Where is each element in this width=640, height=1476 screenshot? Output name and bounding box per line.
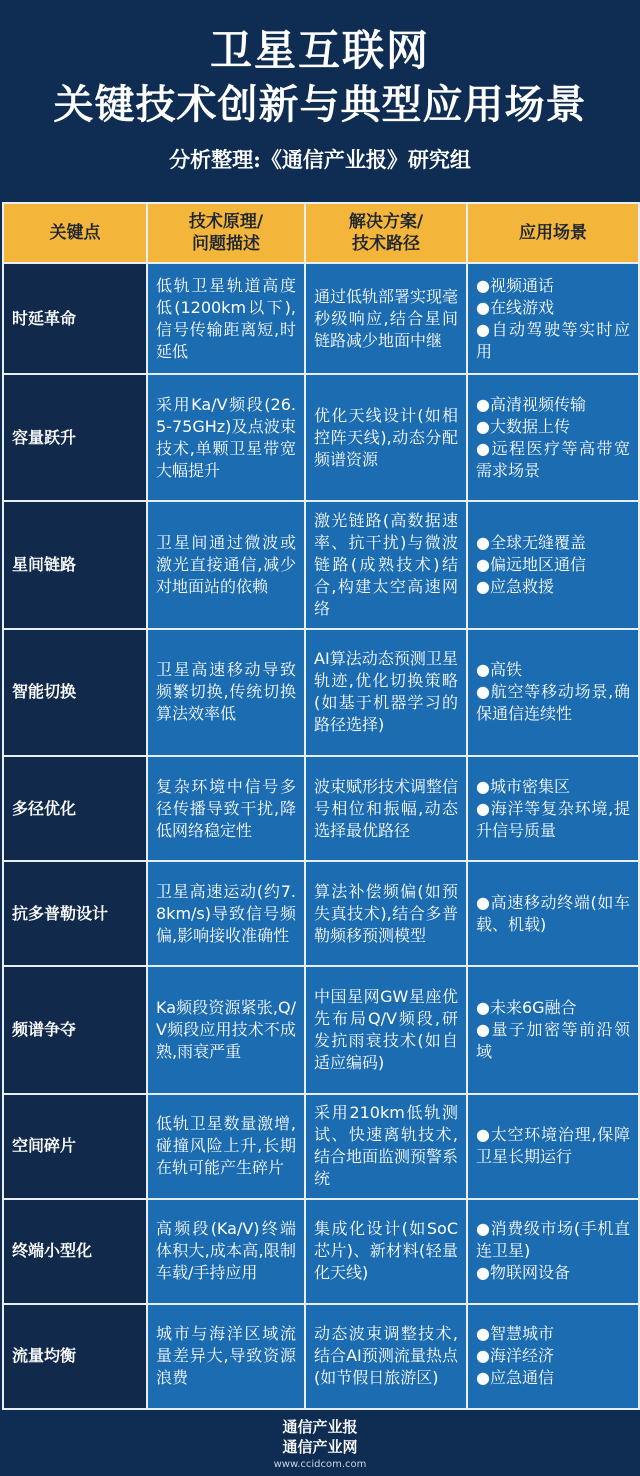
- application-item: ●全球无缝覆盖: [476, 533, 586, 553]
- table-row: [4, 630, 638, 755]
- solution-cell: AI算法动态预测卫星轨迹,优化切换策略(如基于机器学习的路径选择): [306, 630, 466, 755]
- principle-cell: 高频段(Ka/V)终端体积大,成本高,限制车载/手持应用: [148, 1200, 304, 1303]
- application-item: ●物联网设备: [476, 1263, 570, 1283]
- key-point-cell: 流量均衡: [4, 1305, 146, 1408]
- table-row: [4, 375, 638, 500]
- application-cell: [468, 862, 638, 965]
- key-point-cell: 空间碎片: [4, 1095, 146, 1198]
- solution-cell: 中国星网GW星座优先布局Q/V频段,研发抗雨衰技术(如自适应编码): [306, 967, 466, 1092]
- application-item: ●应急通信: [476, 1368, 554, 1388]
- table-row: [4, 1095, 638, 1198]
- solution-cell: 优化天线设计(如相控阵天线),动态分配频谱资源: [306, 375, 466, 500]
- header: [0, 0, 640, 200]
- principle-cell: 复杂环境中信号多径传播导致干扰,降低网络稳定性: [148, 757, 304, 860]
- key-point-cell: 智能切换: [4, 630, 146, 755]
- application-item: ●海洋经济: [476, 1346, 554, 1366]
- application-item: ●应急救援: [476, 577, 554, 597]
- key-point-cell: 终端小型化: [4, 1200, 146, 1303]
- column-header-application: 应用场景: [468, 204, 638, 262]
- principle-cell: 卫星高速运动(约7.8km/s)导致信号频偏,影响接收准确性: [148, 862, 304, 965]
- application-item: ●航空等移动场景,确保通信连续性: [476, 682, 630, 724]
- application-cell: [468, 1200, 638, 1303]
- application-item: ●海洋等复杂环境,提升信号质量: [476, 798, 630, 840]
- title-line-2: 关键技术创新与典型应用场景: [53, 82, 587, 128]
- application-item: ●城市密集区: [476, 776, 570, 796]
- application-item: ●偏远地区通信: [476, 555, 586, 575]
- table-row: [4, 1200, 638, 1303]
- application-item: ●未来6G融合: [476, 997, 577, 1017]
- application-cell: [468, 757, 638, 860]
- principle-cell: 城市与海洋区域流量差异大,导致资源浪费: [148, 1305, 304, 1408]
- key-point-cell: 容量跃升: [4, 375, 146, 500]
- key-point-cell: 抗多普勒设计: [4, 862, 146, 965]
- application-item: ●消费级市场(手机直连卫星): [476, 1219, 630, 1261]
- table-row: [4, 264, 638, 373]
- solution-cell: 通过低轨部署实现毫秒级响应,结合星间链路减少地面中继: [306, 264, 466, 373]
- principle-cell: Ka频段资源紧张,Q/V频段应用技术不成熟,雨衰严重: [148, 967, 304, 1092]
- application-item: ●在线游戏: [476, 297, 554, 317]
- table-row: [4, 862, 638, 965]
- header-row: [4, 204, 638, 262]
- principle-cell: 低轨卫星数量激增,碰撞风险上升,长期在轨可能产生碎片: [148, 1095, 304, 1198]
- application-cell: [468, 264, 638, 373]
- footer-url: www.ccidcom.com: [273, 1459, 367, 1470]
- column-header-key: 关键点: [4, 204, 146, 262]
- application-cell: [468, 1095, 638, 1198]
- application-item: ●太空环境治理,保障卫星长期运行: [476, 1125, 630, 1167]
- footer-brand-1: 通信产业报: [282, 1418, 358, 1436]
- footer-brand-2: 通信产业网: [282, 1438, 358, 1456]
- key-point-cell: 多径优化: [4, 757, 146, 860]
- solution-cell: 集成化设计(如SoC芯片)、新材料(轻量化天线): [306, 1200, 466, 1303]
- principle-cell: 卫星高速移动导致频繁切换,传统切换算法效率低: [148, 630, 304, 755]
- key-tech-table: [2, 202, 640, 1410]
- table-row: [4, 502, 638, 627]
- key-point-cell: 时延革命: [4, 264, 146, 373]
- application-cell: [468, 630, 638, 755]
- application-cell: [468, 967, 638, 1092]
- table-row: [4, 1305, 638, 1408]
- application-item: ●高速移动终端(如车载、机载): [476, 892, 630, 934]
- solution-cell: 激光链路(高数据速率、抗干扰)与微波链路(成熟技术)结合,构建太空高速网络: [306, 502, 466, 627]
- solution-cell: 算法补偿频偏(如预失真技术),结合多普勒频移预测模型: [306, 862, 466, 965]
- footer: [0, 1412, 640, 1476]
- application-item: ●自动驾驶等实时应用: [476, 319, 630, 361]
- title-line-1: 卫星互联网: [209, 26, 430, 75]
- table-body: [4, 264, 638, 1408]
- solution-cell: 波束赋形技术调整信号相位和振幅,动态选择最优路径: [306, 757, 466, 860]
- column-header-solution: 解决方案/ 技术路径: [306, 204, 466, 262]
- principle-cell: 采用Ka/V频段(26.5-75GHz)及点波束技术,单颗卫星带宽大幅提升: [148, 375, 304, 500]
- application-item: ●大数据上传: [476, 416, 570, 436]
- subtitle: 分析整理:《通信产业报》研究组: [169, 147, 471, 172]
- table-row: [4, 757, 638, 860]
- application-item: ●高清视频传输: [476, 394, 586, 414]
- table-row: [4, 967, 638, 1092]
- application-cell: [468, 1305, 638, 1408]
- column-header-principle: 技术原理/ 问题描述: [148, 204, 304, 262]
- application-item: ●远程医疗等高带宽需求场景: [476, 438, 630, 480]
- application-cell: [468, 502, 638, 627]
- application-item: ●量子加密等前沿领域: [476, 1019, 630, 1061]
- solution-cell: 动态波束调整技术,结合AI预测流量热点(如节假日旅游区): [306, 1305, 466, 1408]
- key-point-cell: 频谱争夺: [4, 967, 146, 1092]
- application-item: ●智慧城市: [476, 1324, 554, 1344]
- principle-cell: 卫星间通过微波或激光直接通信,减少对地面站的依赖: [148, 502, 304, 627]
- application-cell: [468, 375, 638, 500]
- key-point-cell: 星间链路: [4, 502, 146, 627]
- principle-cell: 低轨卫星轨道高度低(1200km以下),信号传输距离短,时延低: [148, 264, 304, 373]
- application-item: ●视频通话: [476, 275, 554, 295]
- solution-cell: 采用210km低轨测试、快速离轨技术,结合地面监测预警系统: [306, 1095, 466, 1198]
- application-item: ●高铁: [476, 660, 522, 680]
